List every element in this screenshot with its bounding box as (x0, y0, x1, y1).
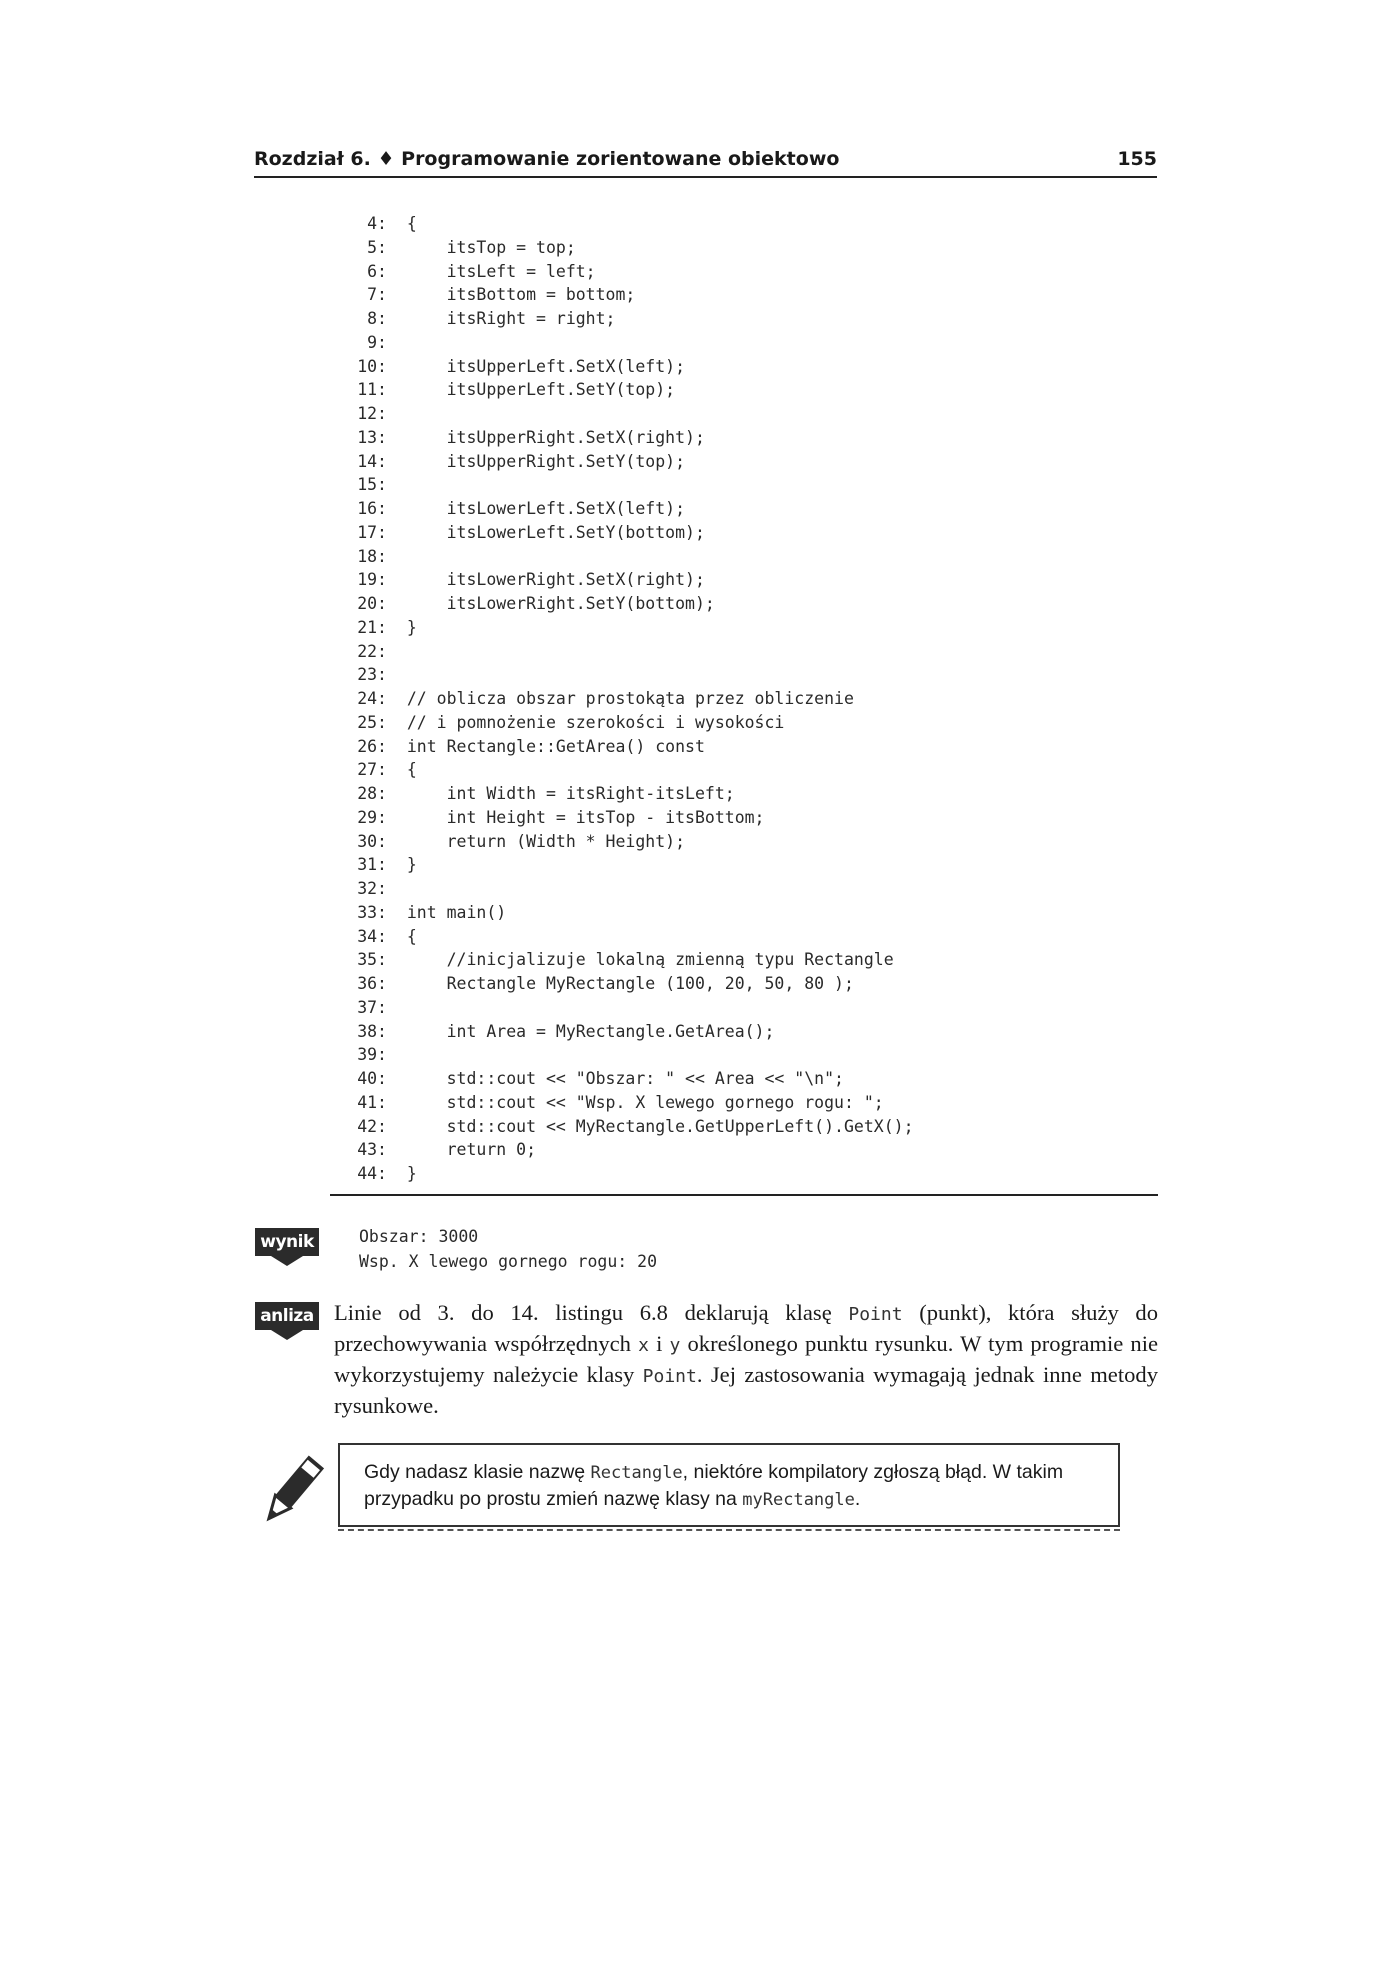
code-line (330, 1020, 1150, 1044)
code-text: // oblicza obszar prostokąta przez obliczenie (406, 689, 854, 708)
analysis-badge: anliza (255, 1302, 319, 1330)
line-number: 36: (357, 974, 387, 993)
code-text: itsLowerLeft.SetX(left); (406, 499, 686, 518)
code-line (330, 378, 1150, 402)
code-text: return (Width * Height); (406, 831, 686, 851)
inline-code: Point (848, 1304, 903, 1325)
analysis-text: (punkt), która służy do przechowywania współrzędnych (334, 1300, 1159, 1356)
note-text-part: . (854, 1488, 861, 1510)
line-number: 26: (357, 736, 387, 756)
note-text-part: Gdy nadasz klasie nazwę (364, 1461, 591, 1483)
code-text: itsLowerRight.SetX(right); (406, 570, 705, 590)
output-line: Obszar: 3000 (359, 1227, 479, 1246)
pencil-icon (256, 1455, 328, 1527)
line-number: 43: (357, 1140, 387, 1160)
code-line (330, 877, 1150, 901)
code-line (330, 640, 1150, 664)
line-number: 19: (357, 570, 387, 590)
code-text: itsBottom = bottom; (406, 285, 636, 305)
code-text: int Height = itsTop - itsBottom; (406, 807, 765, 827)
inline-code: x (638, 1335, 649, 1356)
code-line (330, 972, 1150, 996)
code-line (330, 260, 1150, 284)
code-line (330, 711, 1150, 735)
code-line (330, 1043, 1150, 1067)
code-text: int Width = itsRight-itsLeft; (406, 784, 735, 803)
code-line (330, 236, 1150, 260)
page-header (254, 146, 1157, 178)
code-text: int main() (406, 902, 507, 922)
code-listing (330, 212, 1150, 1186)
output-line: Wsp. X lewego gornego rogu: 20 (359, 1252, 658, 1271)
code-line (330, 687, 1150, 711)
code-line (330, 782, 1150, 806)
line-number: 18: (357, 546, 387, 566)
line-number: 38: (357, 1021, 387, 1041)
line-number: 41: (357, 1092, 387, 1112)
code-text: itsUpperLeft.SetY(top); (406, 380, 676, 400)
code-line (330, 568, 1150, 592)
code-line (330, 283, 1150, 307)
inline-code: Point (642, 1366, 697, 1387)
code-line (330, 450, 1150, 474)
code-line (330, 355, 1150, 379)
line-number: 22: (357, 641, 387, 661)
line-number: 6: (367, 261, 387, 281)
code-line (330, 1115, 1150, 1139)
analysis-text: . Jej zastosowania wymagają jednak inne metody rysunkowe. (334, 1362, 1158, 1418)
code-text: } (406, 1164, 417, 1183)
listing-end-rule (330, 1194, 1158, 1196)
line-number: 39: (357, 1045, 387, 1065)
line-number: 5: (367, 237, 387, 257)
line-number: 10: (357, 356, 387, 376)
line-number: 16: (357, 499, 387, 518)
line-number: 31: (357, 855, 387, 875)
code-text: } (406, 855, 417, 875)
code-line (330, 830, 1150, 854)
code-text: return 0; (406, 1140, 537, 1160)
code-line (330, 592, 1150, 616)
chapter-title: Programowanie zorientowane obiektowo (401, 148, 840, 170)
line-number: 35: (357, 950, 387, 970)
line-number: 17: (357, 522, 387, 542)
code-line (330, 901, 1150, 925)
chapter-label: Rozdział 6. (254, 148, 371, 170)
code-text: std::cout << "Wsp. X lewego gornego rogu: "; (406, 1092, 884, 1112)
note-box (338, 1443, 1120, 1527)
line-number: 42: (357, 1116, 387, 1136)
code-line (330, 402, 1150, 426)
code-text: itsRight = right; (406, 309, 616, 328)
line-number: 24: (357, 689, 387, 708)
code-line (330, 948, 1150, 972)
code-text: itsUpperRight.SetY(top); (406, 451, 686, 471)
code-text: } (406, 617, 417, 637)
line-number: 7: (367, 285, 387, 305)
analysis-paragraph (334, 1298, 1158, 1420)
output-badge: wynik (255, 1228, 319, 1256)
code-text: // i pomnożenie szerokości i wysokości (406, 712, 785, 732)
code-text: { (406, 926, 417, 946)
line-number: 40: (357, 1069, 387, 1088)
line-number: 23: (357, 665, 387, 685)
code-text: { (406, 760, 417, 780)
code-line (330, 616, 1150, 640)
inline-code: y (669, 1335, 681, 1356)
code-line (330, 1138, 1150, 1162)
running-head (254, 148, 839, 170)
line-number: 44: (357, 1164, 387, 1183)
line-number: 37: (357, 997, 387, 1017)
code-line (330, 1091, 1150, 1115)
code-line (330, 307, 1150, 331)
code-text: itsLowerRight.SetY(bottom); (406, 594, 715, 613)
code-line (330, 497, 1150, 521)
line-number: 8: (367, 309, 387, 328)
line-number: 34: (357, 926, 387, 946)
code-line (330, 996, 1150, 1020)
line-number: 11: (357, 380, 387, 400)
code-line (330, 853, 1150, 877)
code-line (330, 1162, 1150, 1186)
code-line (330, 521, 1150, 545)
code-line (330, 426, 1150, 450)
line-number: 30: (357, 831, 387, 851)
line-number: 9: (367, 332, 387, 352)
code-text: Rectangle MyRectangle (100, 20, 50, 80 ); (406, 974, 854, 993)
line-number: 4: (367, 214, 387, 233)
line-number: 29: (357, 807, 387, 827)
line-number: 33: (357, 902, 387, 922)
code-line (330, 212, 1150, 236)
code-text: std::cout << MyRectangle.GetUpperLeft().GetX(); (406, 1116, 914, 1136)
line-number: 28: (357, 784, 387, 803)
code-text: { (406, 214, 417, 233)
analysis-text: Linie od 3. do 14. listingu 6.8 deklarują klasę (334, 1300, 849, 1325)
code-text: itsTop = top; (406, 237, 576, 257)
code-line (330, 331, 1150, 355)
code-text: int Area = MyRectangle.GetArea(); (406, 1021, 775, 1041)
page-number: 155 (1117, 148, 1157, 170)
inline-code: myRectangle (742, 1490, 855, 1510)
program-output (359, 1224, 657, 1274)
code-text: //inicjalizuje lokalną zmienną typu Rectangle (406, 950, 894, 970)
line-number: 12: (357, 404, 387, 423)
code-text: int Rectangle::GetArea() const (406, 736, 705, 756)
code-line (330, 545, 1150, 569)
analysis-text: określonego punktu rysunku. W tym programie nie wykorzystujemy należycie klasy (334, 1331, 1159, 1387)
line-number: 27: (357, 760, 387, 780)
analysis-text: i (648, 1331, 670, 1356)
line-number: 20: (357, 594, 387, 613)
code-line (330, 1067, 1150, 1091)
line-number: 13: (357, 427, 387, 447)
inline-code: Rectangle (590, 1463, 683, 1483)
code-line (330, 806, 1150, 830)
code-text: itsUpperLeft.SetX(left); (406, 356, 686, 376)
code-text: itsLowerLeft.SetY(bottom); (406, 522, 705, 542)
code-line (330, 735, 1150, 759)
code-text: itsLeft = left; (406, 261, 596, 281)
line-number: 21: (357, 617, 387, 637)
line-number: 15: (357, 475, 387, 495)
note-text (364, 1459, 1098, 1513)
code-text: itsUpperRight.SetX(right); (406, 427, 705, 447)
code-line (330, 473, 1150, 497)
line-number: 14: (357, 451, 387, 471)
line-number: 32: (357, 879, 387, 898)
code-line (330, 925, 1150, 949)
code-text: std::cout << "Obszar: " << Area << "\n"; (406, 1069, 844, 1088)
code-line (330, 663, 1150, 687)
note-text-part: , niektóre kompilatory zgłoszą błąd. W takim przypadku po prostu zmień nazwę klasy na (364, 1461, 1064, 1510)
code-line (330, 758, 1150, 782)
separator-glyph: ♦ (377, 148, 395, 170)
line-number: 25: (357, 712, 387, 732)
